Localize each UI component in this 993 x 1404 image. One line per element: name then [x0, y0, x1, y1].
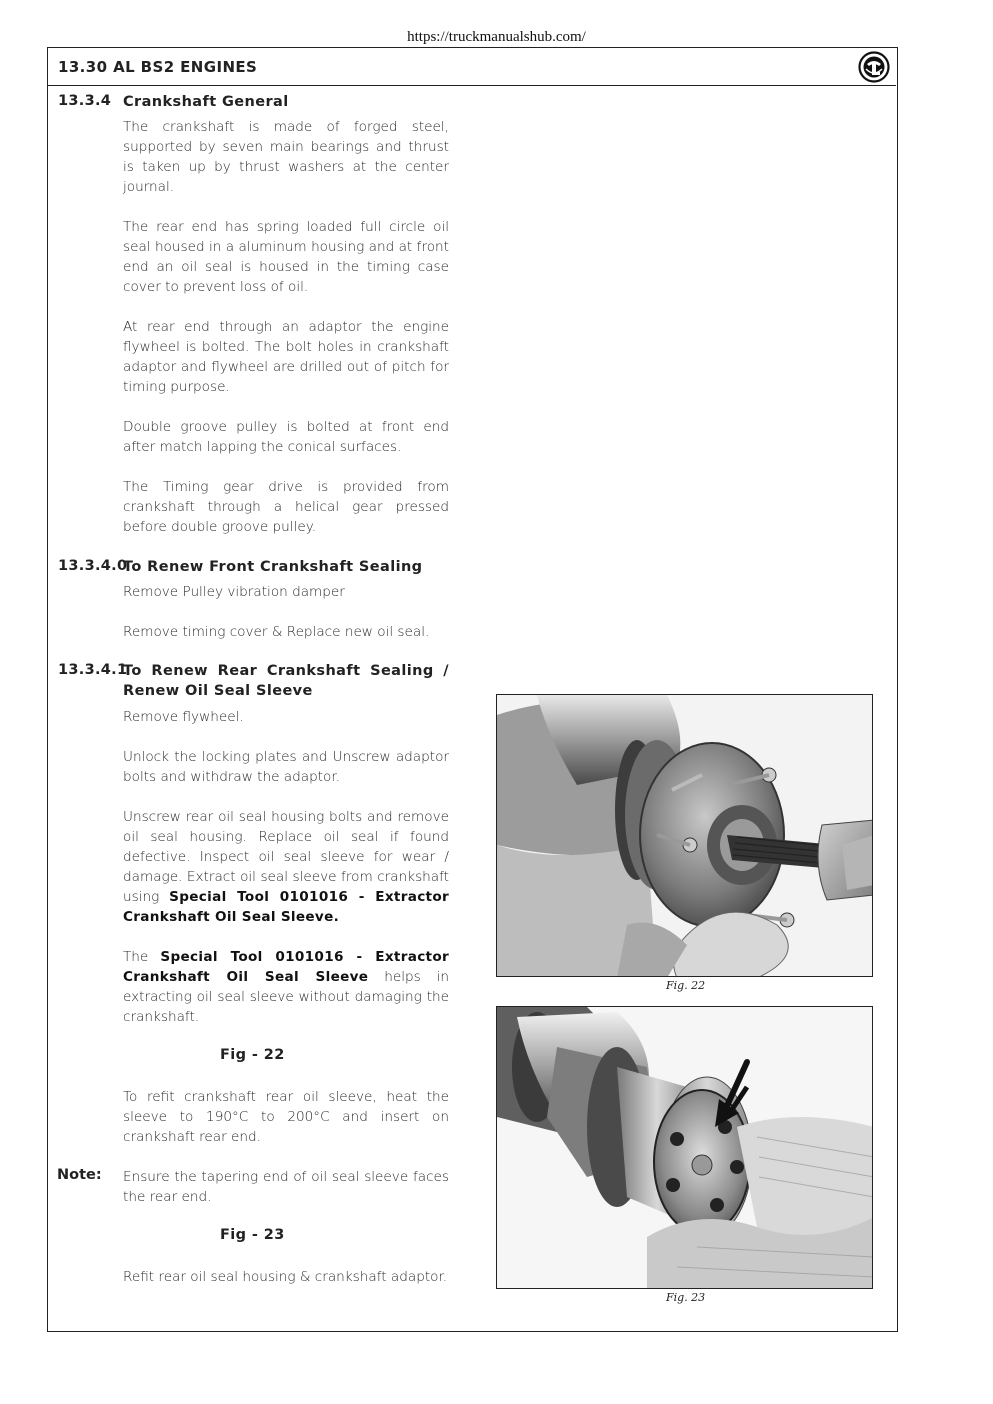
paragraph: [123, 807, 449, 927]
paragraph-text: Unscrew rear oil seal housing bolts and remove oil seal housing. Replace oil seal if found defective. Inspect oil seal sleeve for wear / damage. Extract oil seal sleeve from crankshaft using: [123, 809, 449, 905]
paragraph: [123, 947, 449, 1027]
source-url[interactable]: https://truckmanualshub.com/: [407, 29, 586, 45]
section-number: 13.3.4.1: [58, 662, 128, 678]
section-heading: Crankshaft General: [123, 94, 289, 110]
paragraph: Remove flywheel.: [123, 709, 244, 725]
figure-23-photo: [496, 1006, 873, 1289]
section-number: 13.3.4: [58, 93, 112, 109]
paragraph: To refit crankshaft rear oil sleeve, heat the sleeve to 190°C to 200°C and insert on crankshaft rear end.: [123, 1089, 449, 1145]
paragraph: Unlock the locking plates and Unscrew adaptor bolts and withdraw the adaptor.: [123, 749, 449, 785]
figure-reference: Fig - 22: [220, 1047, 285, 1063]
paragraph: Refit rear oil seal housing & crankshaft adaptor.: [123, 1269, 448, 1285]
figure-caption: Fig. 23: [666, 1291, 706, 1304]
tool-reference: Special Tool 0101016 - Extractor Crankshaft Oil Seal Sleeve.: [123, 889, 449, 925]
section-number: 13.3.4.0: [58, 558, 128, 574]
content-area: [47, 47, 898, 1332]
paragraph: The rear end has spring loaded full circle oil seal housed in a aluminum housing and at front end an oil seal is housed in the timing case cover to prevent loss of oil.: [123, 219, 449, 295]
figure-caption: Fig. 22: [666, 979, 706, 992]
tool-reference: Special Tool 0101016 - Extractor Crankshaft Oil Seal Sleeve: [123, 949, 449, 985]
paragraph: The crankshaft is made of forged steel, supported by seven main bearings and thrust is taken up by thrust washers at the center journal.: [123, 119, 449, 195]
oil-seal-sleeve-illustration: [497, 1007, 873, 1289]
paragraph: Double groove pulley is bolted at front end after match lapping the conical surfaces.: [123, 419, 449, 455]
page-title: 13.30 AL BS2 ENGINES: [58, 58, 258, 76]
section-heading: To Renew Front Crankshaft Sealing: [123, 559, 423, 575]
paragraph: Remove Pulley vibration damper: [123, 584, 345, 600]
figure-reference: Fig - 23: [220, 1227, 285, 1243]
crankshaft-extractor-illustration: [497, 695, 873, 977]
note-label: Note:: [57, 1167, 102, 1183]
note-text: Ensure the tapering end of oil seal sleeve faces the rear end.: [123, 1169, 449, 1205]
paragraph: Remove timing cover & Replace new oil seal.: [123, 624, 430, 640]
figure-22-photo: [496, 694, 873, 977]
paragraph-text: The: [123, 949, 161, 965]
paragraph: The Timing gear drive is provided from crankshaft through a helical gear pressed before double groove pulley.: [123, 479, 449, 535]
section-heading: To Renew Rear Crankshaft Sealing / Renew Oil Seal Sleeve: [123, 663, 449, 699]
paragraph: At rear end through an adaptor the engine flywheel is bolted. The bolt holes in crankshaft adaptor and flywheel are drilled out of pitch for timing purpose.: [123, 319, 449, 395]
paragraph-text: helps in extracting oil seal sleeve without damaging the crankshaft.: [123, 969, 449, 1025]
